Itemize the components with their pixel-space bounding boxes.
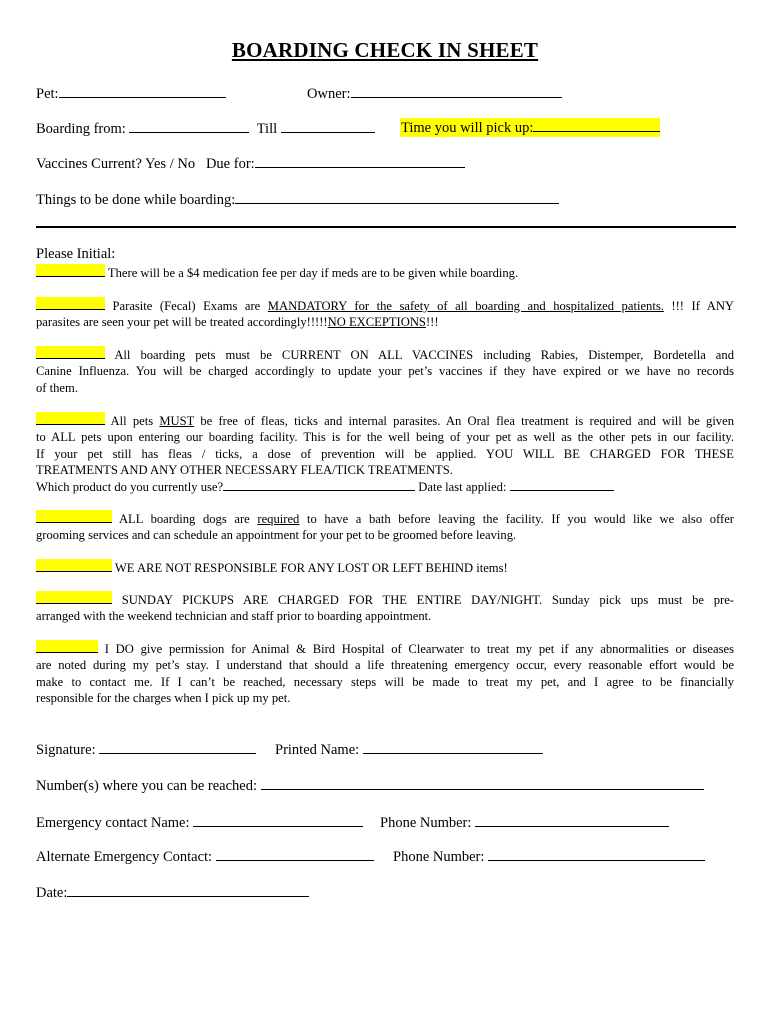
item-text: grooming services and can schedule an appointment for your pet to be groomed before leaving. (36, 528, 517, 543)
initial-field[interactable] (36, 264, 105, 277)
item-text: !!! (425, 315, 439, 330)
initial-field[interactable] (36, 559, 112, 572)
item-text: !!! If ANY (671, 299, 735, 313)
date-field[interactable] (67, 883, 309, 897)
printed-name-label: Printed Name: (275, 742, 360, 758)
till-field[interactable] (281, 119, 375, 133)
item-text: be free of fleas, ticks and internal parasites. An Oral flea treatment is required and will be given (200, 414, 734, 428)
item-sunday-pickups (36, 591, 734, 625)
emergency-contact-label: Emergency contact Name: (36, 815, 190, 831)
alternate-contact-field[interactable] (216, 847, 374, 861)
flea-product-field[interactable] (223, 479, 415, 491)
owner-label: Owner: (307, 86, 351, 102)
item-text: ALL boarding dogs are (118, 512, 250, 526)
item-bath (36, 510, 734, 544)
item-text: responsible for the charges when I pick up my pet. (36, 691, 291, 706)
things-row (36, 190, 559, 209)
item-text: All pets (110, 414, 154, 428)
owner-row (307, 84, 562, 103)
item-vaccines (36, 346, 734, 396)
boarding-from-field[interactable] (129, 119, 249, 133)
item-text: Canine Influenza. You will be charged accordingly to update your pet’s vaccines if they have expired or we have no records (36, 364, 734, 379)
vaccines-current-label: Vaccines Current? Yes / No (36, 156, 196, 172)
section-divider (36, 226, 736, 228)
item-text: SUNDAY PICKUPS ARE CHARGED FOR THE ENTIRE DAY/NIGHT. Sunday pick ups must be pre- (121, 593, 734, 607)
item-parasite-exams (36, 297, 734, 331)
flea-product-label: Which product do you currently use? (36, 479, 224, 494)
initial-field[interactable] (36, 412, 105, 425)
item-lost-items (36, 559, 734, 576)
item-text: make to contact me. If I can’t be reached, necessary steps will be made to treat my pet, and I agree to be financially (36, 674, 734, 689)
form-title: BOARDING CHECK IN SHEET (231, 38, 539, 62)
initial-field[interactable] (36, 640, 98, 653)
item-text: I DO give permission for Animal & Bird Hospital of Clearwater to treat my pet if any abnormalities or diseases (104, 642, 734, 656)
numbers-field[interactable] (261, 776, 704, 790)
pickup-field[interactable] (533, 118, 660, 132)
phone-number-2-label: Phone Number: (393, 849, 485, 865)
boarding-dates-row (36, 119, 375, 138)
initial-field[interactable] (36, 346, 105, 359)
item-text: Parasite (Fecal) Exams are (112, 299, 261, 313)
date-last-applied-label: Date last applied: (418, 479, 507, 494)
boarding-from-label: Boarding from: (36, 121, 126, 137)
item-text: to have a bath before leaving the facility. If you would like we also offer (306, 512, 734, 526)
item-text: There will be a $4 medication fee per day if meds are to be given while boarding. (107, 266, 519, 280)
initial-field[interactable] (36, 510, 112, 523)
item-text-underlined: required (257, 512, 300, 526)
signature-label: Signature: (36, 742, 96, 758)
alternate-contact-row (36, 847, 374, 866)
item-text: WE ARE NOT RESPONSIBLE FOR ANY LOST OR LEFT BEHIND items! (114, 561, 508, 575)
pet-label: Pet: (36, 86, 59, 102)
things-to-do-label: Things to be done while boarding: (36, 192, 236, 208)
printed-name-field[interactable] (363, 740, 543, 754)
pet-field[interactable] (59, 84, 226, 98)
item-text-underlined: NO EXCEPTIONS (327, 315, 426, 330)
signature-field[interactable] (99, 740, 256, 754)
item-permission (36, 640, 734, 707)
emergency-contact-row (36, 813, 363, 832)
due-for-field[interactable] (255, 154, 465, 168)
phone-number-label: Phone Number: (380, 815, 472, 831)
phone-number-2-field[interactable] (488, 847, 705, 861)
initial-field[interactable] (36, 297, 105, 310)
pickup-row (400, 118, 660, 137)
till-label: Till (256, 121, 278, 137)
please-initial-label: Please Initial: (36, 246, 116, 262)
phone-number-2-row (393, 847, 705, 866)
alternate-contact-label: Alternate Emergency Contact: (36, 849, 213, 865)
pet-row (36, 84, 226, 103)
printed-name-row (275, 740, 543, 759)
item-text-underlined: MANDATORY for the safety of all boarding and hospitalized patients. (267, 299, 664, 313)
date-label: Date: (36, 885, 68, 901)
phone-number-row (380, 813, 669, 832)
emergency-contact-field[interactable] (193, 813, 363, 827)
item-text: are noted during my pet’s stay. I understand that should a life threatening emergency occur, every reasonable effort would be (36, 658, 734, 673)
things-to-do-field[interactable] (235, 190, 559, 204)
item-fleas-ticks (36, 412, 734, 495)
numbers-row (36, 776, 704, 795)
numbers-label: Number(s) where you can be reached: (36, 778, 258, 794)
date-row (36, 883, 309, 902)
item-text-underlined: MUST (159, 414, 195, 428)
date-last-applied-field[interactable] (510, 479, 614, 491)
pickup-label: Time you will pick up: (401, 120, 534, 136)
due-for-label: Due for: (205, 156, 255, 172)
item-text: of them. (36, 380, 78, 395)
item-medication-fee (36, 264, 734, 281)
item-text: arranged with the weekend technician and staff prior to boarding appointment. (36, 609, 432, 624)
signature-row (36, 740, 256, 759)
item-text: TREATMENTS AND ANY OTHER NECESSARY FLEA/TICK TREATMENTS. (36, 463, 453, 478)
item-text: to ALL pets upon entering our boarding facility. This is for the well being of your pet as well as the other pets in our facility. (36, 430, 734, 445)
item-text: If your pet still has fleas / ticks, a dose of prevention will be applied. YOU WILL BE CHARGED FOR THESE (36, 446, 734, 461)
phone-number-field[interactable] (475, 813, 669, 827)
item-text: All boarding pets must be CURRENT ON ALL VACCINES including Rabies, Distemper, Bordetella and (114, 348, 734, 362)
vaccines-row (36, 154, 465, 173)
initial-field[interactable] (36, 591, 112, 604)
owner-field[interactable] (351, 84, 562, 98)
item-text: parasites are seen your pet will be treated accordingly!!!!! (36, 315, 328, 330)
